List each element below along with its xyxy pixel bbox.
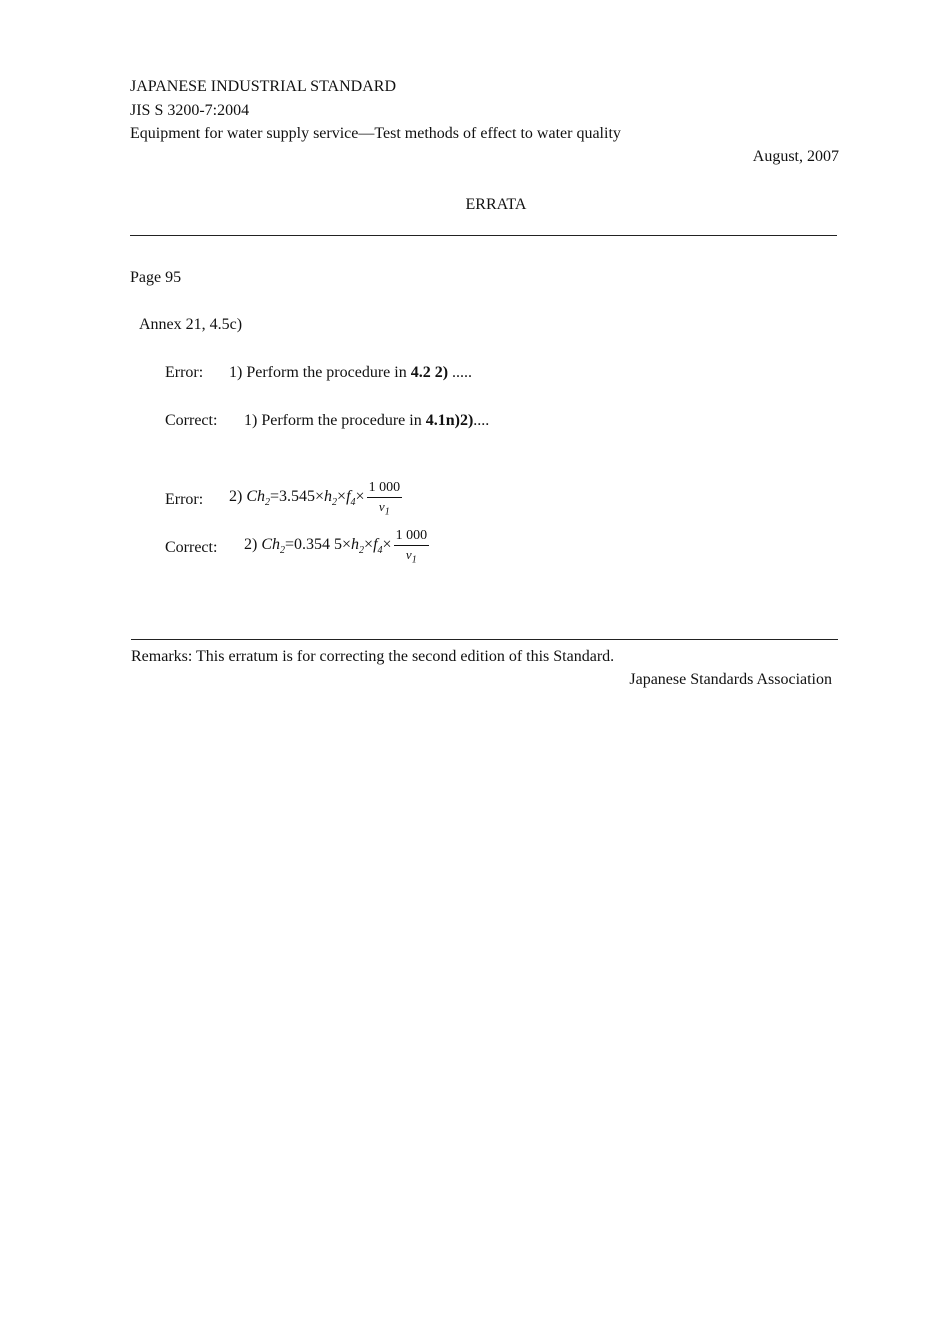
formula-h-subscript: 2 [359, 545, 365, 557]
remarks-note: Remarks: This erratum is for correcting the second edition of this Standard. [131, 648, 615, 665]
error-entry-2 [165, 480, 402, 521]
formula-coefficient: =3.545× [270, 488, 325, 506]
page-title: ERRATA [465, 196, 527, 213]
formula-times: × [382, 536, 392, 554]
fraction-denominator [367, 498, 403, 521]
denominator-subscript: 1 [384, 506, 390, 518]
formula-h: h [324, 488, 333, 506]
correct-entry-1 [165, 411, 489, 431]
annex-reference: Annex 21, 4.5c) [139, 316, 243, 333]
formula-variable-subscript: 2 [280, 545, 285, 557]
bottom-divider [131, 639, 838, 640]
correct-tail: .... [473, 412, 490, 429]
correct-formula [244, 535, 392, 561]
correct-entry-2 [165, 528, 429, 569]
correct-text: 1) Perform the procedure in [244, 412, 426, 429]
fraction-denominator [394, 546, 430, 569]
denominator-variable: v [378, 499, 385, 514]
denominator-variable: v [405, 547, 412, 562]
formula-f: f [373, 536, 378, 554]
error-label: Error: [165, 364, 204, 381]
formula-f-subscript: 4 [377, 545, 383, 557]
correct-label: Correct: [165, 539, 218, 557]
issue-date: August, 2007 [752, 148, 839, 165]
formula-h: h [351, 536, 360, 554]
formula-times: × [337, 488, 347, 506]
formula-f-subscript: 4 [350, 497, 356, 509]
fraction-numerator: 1 000 [394, 528, 430, 546]
formula-variable: Ch [261, 536, 280, 554]
formula-times: × [355, 488, 365, 506]
publisher-name: Japanese Standards Association [629, 671, 832, 688]
formula-coefficient: =0.354 5× [285, 536, 352, 554]
top-divider [130, 235, 837, 236]
formula-fraction [394, 528, 430, 569]
correct-clause-ref: 4.1n)2) [425, 412, 474, 429]
error-text: 1) Perform the procedure in [229, 364, 411, 381]
standard-type-heading: JAPANESE INDUSTRIAL STANDARD [130, 78, 396, 95]
formula-variable-subscript: 2 [265, 497, 270, 509]
formula-h-subscript: 2 [332, 497, 338, 509]
formula-variable: Ch [246, 488, 265, 506]
error-entry-1 [165, 363, 472, 383]
formula-f: f [346, 488, 351, 506]
formula-prefix: 2) [229, 488, 247, 506]
standard-number: JIS S 3200-7:2004 [130, 102, 250, 119]
page-reference: Page 95 [130, 269, 182, 286]
error-formula [229, 487, 365, 513]
error-label: Error: [165, 491, 204, 509]
formula-fraction [367, 480, 403, 521]
formula-times: × [364, 536, 374, 554]
formula-prefix: 2) [244, 536, 262, 554]
error-tail: ..... [448, 364, 473, 381]
standard-title: Equipment for water supply service—Test methods of effect to water quality [130, 125, 621, 142]
correct-label: Correct: [165, 412, 218, 429]
denominator-subscript: 1 [411, 554, 417, 566]
fraction-numerator: 1 000 [367, 480, 403, 498]
error-clause-ref: 4.2 2) [410, 364, 449, 381]
